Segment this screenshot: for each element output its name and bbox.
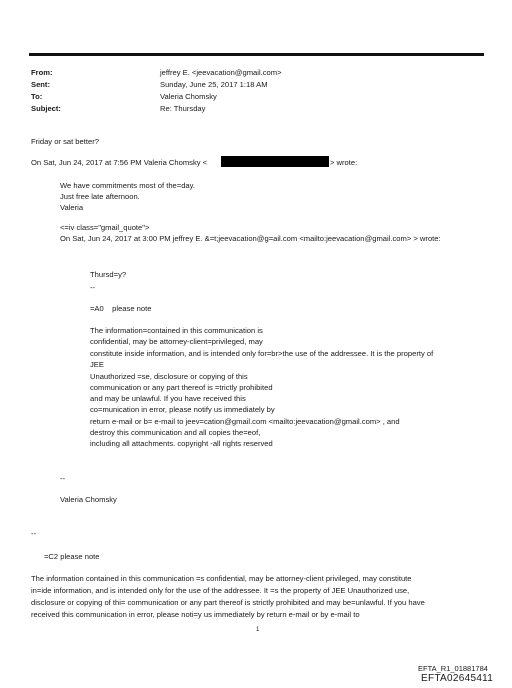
bates-number: EFTA02645411 — [421, 673, 494, 684]
page-number: 1 — [256, 627, 260, 633]
from-label: From: — [31, 68, 53, 77]
bottom-line: The information contained in this communication =s confidential, may be attorney-client privileged, may constitute — [31, 574, 412, 583]
sent-value: Sunday, June 25, 2017 1:18 AM — [160, 80, 268, 89]
dashes: -- — [60, 474, 66, 483]
inner-subject: Thursd=y? — [90, 270, 127, 279]
reply-line: We have commitments most of the=day. — [60, 181, 195, 190]
wrote-suffix: > wrote: — [330, 158, 358, 167]
quote-header: On Sat, Jun 24, 2017 at 3:00 PM jeffrey E. &=t;jeevacation@g=ail.com <mailto:jeevacation@gmail.com> > wrote: — [60, 234, 441, 243]
disclaimer-line: constitute inside information, and is intended only for=br>the use of the addressee. It is the property of — [90, 349, 434, 358]
note-label: =A0 please note — [90, 304, 152, 313]
subject-value: Re: Thursday — [160, 104, 206, 113]
disclaimer-line: return e-mail or b= e-mail to jeev=cation@gmail.com <mailto:jeevacation@gmail.com> , and — [90, 417, 400, 426]
disclaimer-line: destroy this communication and all copies the=eof, — [90, 428, 261, 437]
signature: Valeria Chomsky — [60, 495, 117, 504]
disclaimer-line: JEE — [90, 360, 104, 369]
to-label: To: — [31, 92, 43, 101]
bates-number-small: EFTA_R1_01881784 — [418, 664, 488, 673]
disclaimer-line: Unauthorized =se, disclosure or copying of this — [90, 372, 248, 381]
to-value: Valeria Chomsky — [160, 92, 217, 101]
disclaimer-line: co=munication in error, please notify us immediately by — [90, 405, 275, 414]
disclaimer-line: including all attachments. copyright -all rights reserved — [90, 439, 273, 448]
quote-div-line: <=iv class="gmail_quote"> — [60, 223, 150, 232]
redaction-box — [221, 156, 329, 167]
disclaimer-line: confidential, may be attorney-client=privileged, may — [90, 337, 263, 346]
bottom-line: disclosure or copying of thi= communication or any part thereof is strictly prohibited and may be=unlawful. If you have — [31, 598, 425, 607]
reply-line: Valeria — [60, 203, 84, 212]
opening-line: Friday or sat better? — [31, 137, 99, 146]
dashes: -- — [90, 283, 96, 292]
disclaimer-line: The information=contained in this communication is — [90, 326, 263, 335]
reply-line: Just free late afternoon. — [60, 192, 140, 201]
sent-label: Sent: — [31, 80, 50, 89]
top-rule — [29, 53, 484, 56]
disclaimer-line: and may be unlawful. If you have received this — [90, 394, 246, 403]
bottom-line: in=ide information, and is intended only for the use of the addressee. It =s the property of JEE Unauthorized use, — [31, 586, 410, 595]
c2-note: =C2 please note — [44, 552, 100, 561]
subject-label: Subject: — [31, 104, 61, 113]
from-value: jeffrey E. <jeevacation@gmail.com> — [160, 68, 282, 77]
wrote-prefix: On Sat, Jun 24, 2017 at 7:56 PM Valeria Chomsky < — [31, 158, 208, 167]
dashes: -- — [31, 529, 37, 538]
disclaimer-line: communication or any part thereof is =trictly prohibited — [90, 383, 273, 392]
bottom-line: received this communication in error, please noti=y us immediately by return e-mail or by e-mail to — [31, 610, 360, 619]
